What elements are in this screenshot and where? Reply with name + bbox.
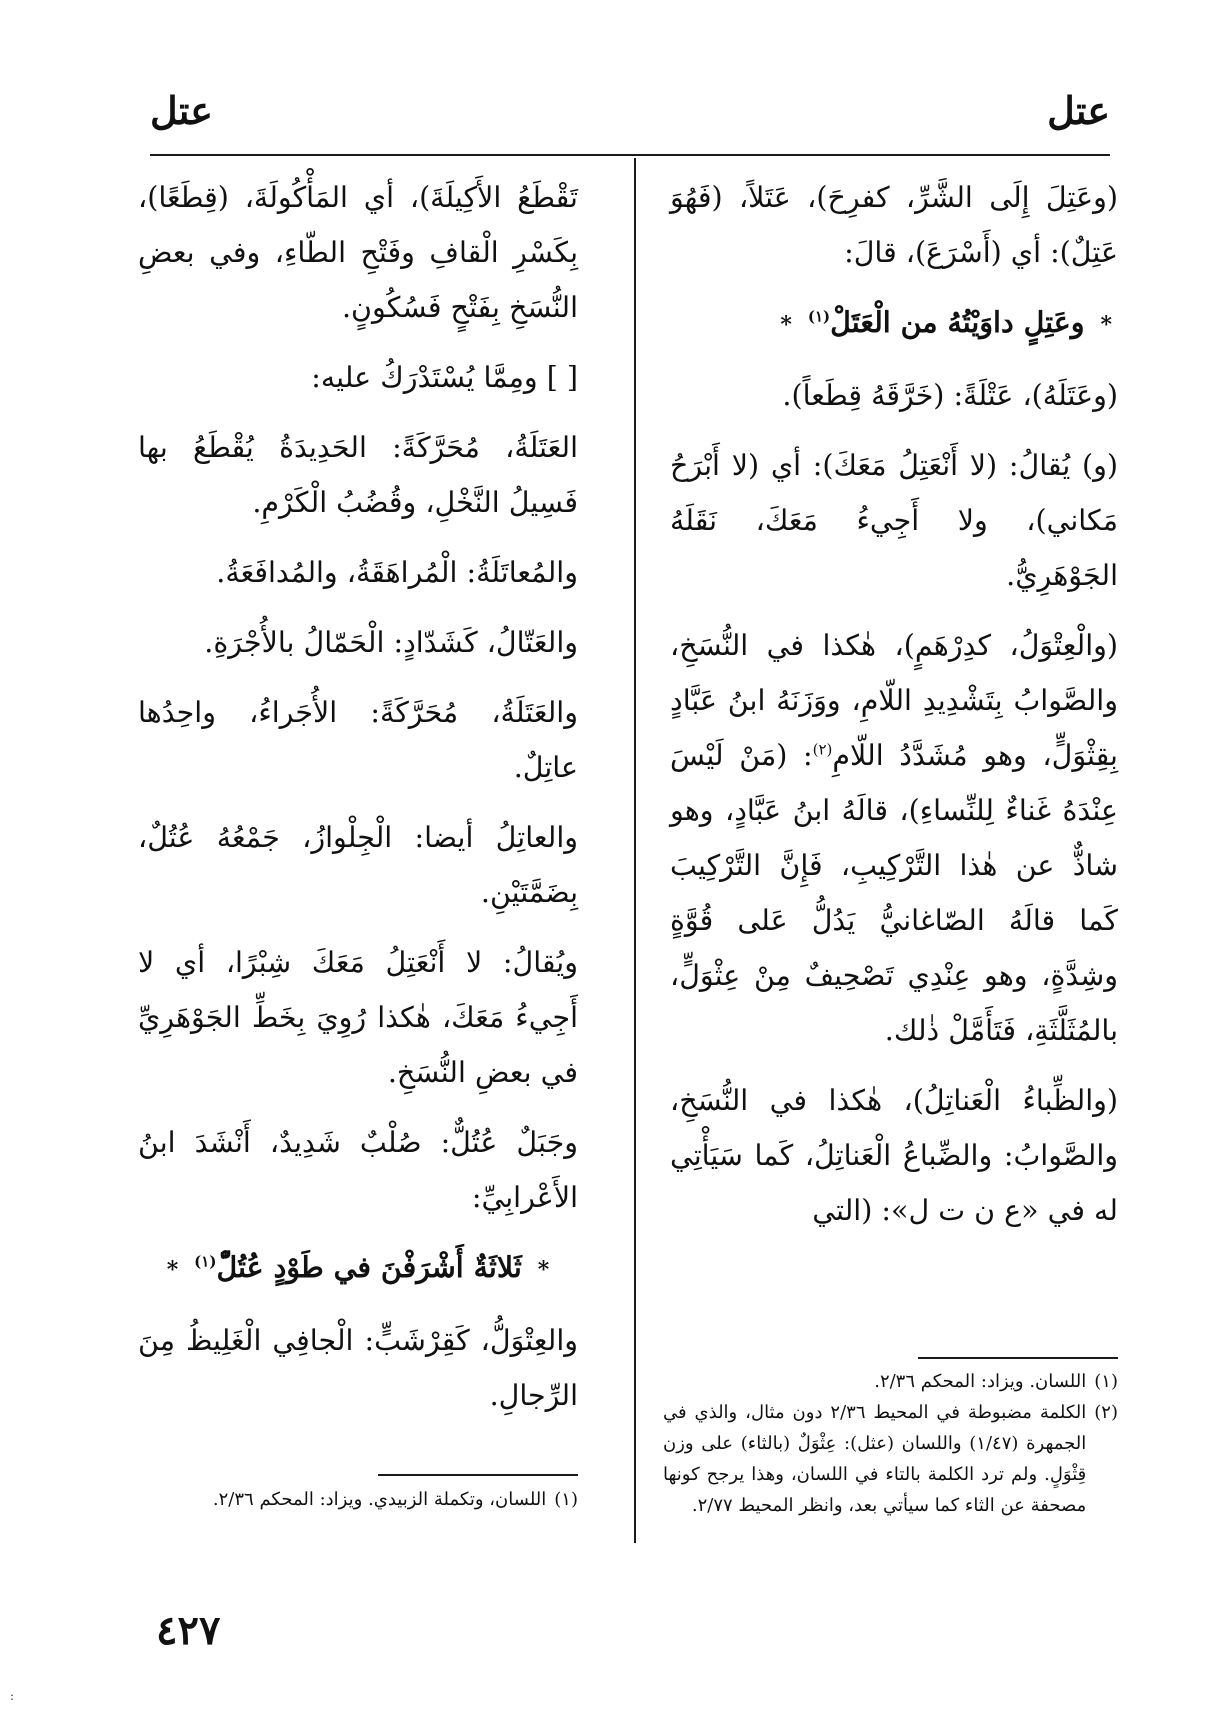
- entry-paragraph: [670, 618, 1118, 1058]
- entry-text: : (مَنْ لَيْسَ عِنْدَهُ غَناءٌ لِلنِّساءِ)، قالَهُ ابنُ عَبَّادٍ، وهو شاذٌّ عن هٰذا التَّرْكِيبِ، فَإِنَّ التَّرْكِيبَ كَما قالَهُ الصّاغانيُّ يَدُلُّ عَلى قُوَّةٍ وشِدَّةٍ، وهو عِنْدِي تَصْحِيفٌ مِنْ عِثْوَلٍّ، بالمُثَلَّثَةِ، فَتَأَمَّلْ ذٰلك.: [670, 739, 1118, 1047]
- entry-paragraph: والعَتَلَةُ، مُحَرَّكَةً: الأُجَراءُ، واحِدُها عاتِلٌ.: [138, 696, 578, 784]
- column-divider: [634, 158, 636, 1543]
- verse-star: *: [537, 1257, 550, 1283]
- margin-mark: :: [10, 1689, 15, 1703]
- verse-line: [138, 1240, 578, 1298]
- entry-paragraph: (و) يُقالُ: (لا أَنْعَتِلُ مَعَكَ): أي (لا أَبْرَحُ مَكاني)، ولا أَجِيءُ مَعَكَ، نَقَلَهُ الجَوْهَرِيُّ.: [670, 449, 1118, 592]
- footnote-number: (٢): [1094, 1402, 1118, 1423]
- entry-paragraph: والعاتِلُ أيضا: الْجِلْوازُ، جَمْعُهُ عُتُلٌ، بِضَمَّتَيْنِ.: [138, 821, 578, 909]
- entry-text: (والْعِتْوَلُ، كدِرْهَمٍ)، هٰكذا في النُّسَخِ، والصَّوابُ بِتَشْدِيدِ اللّامِ، ووَزَنَهُ ابنُ عَبَّادٍ بِقِثْوَلٍّ، وهو مُشَدَّدُ اللّامِ: [670, 629, 1118, 772]
- left-column: [138, 170, 578, 1438]
- footnote-item: [128, 1484, 578, 1515]
- entry-paragraph: (وعَتِلَ إِلَى الشَّرِّ، كفرِحَ)، عَتَلاً، (فَهُوَ عَتِلٌ): أي (أَسْرَعَ)، قالَ:: [670, 181, 1118, 269]
- entry-paragraph: والعِتْوَلُّ، كَقِرْشَبٍّ: الْجافِي الْغَلِيظُ مِنَ الرِّجالِ.: [138, 1324, 578, 1412]
- entry-paragraph: وجَبَلٌ عُتُلٌّ: صُلْبٌ شَدِيدٌ، أَنْشَدَ ابنُ الأَعْرابِيِّ:: [138, 1126, 578, 1214]
- footnote-ref: (١): [194, 1252, 217, 1271]
- footnotes-right: [663, 1366, 1118, 1521]
- right-column: [670, 170, 1118, 1253]
- entry-paragraph: والمُعاتَلَةُ: الْمُراهَقَةُ، والمُدافَعَةُ.: [216, 556, 578, 589]
- footnote-number: (١): [1094, 1371, 1118, 1392]
- verse-star: *: [1100, 312, 1112, 338]
- entry-paragraph: العَتَلَةُ، مُحَرَّكَةً: الحَدِيدَةُ يُقْطَعُ بها فَسِيلُ النَّخْلِ، وقُضُبُ الْكَرْمِ.: [138, 431, 578, 519]
- footnote-ref: (٢): [812, 740, 833, 759]
- entry-paragraph: (وعَتَلَهُ)، عَتْلَةً: (خَرَّقَهُ قِطَعاً).: [782, 379, 1118, 412]
- running-header-right: عتل: [1047, 88, 1110, 133]
- footnote-item: [663, 1366, 1118, 1397]
- verse-star: *: [166, 1257, 179, 1283]
- running-header-left: عتل: [150, 88, 213, 133]
- footnote-ref: (١): [807, 307, 831, 326]
- footnote-number: (١): [554, 1489, 578, 1510]
- entry-paragraph: تَقْطَعُ الأَكِيلَةَ)، أي المَأْكُولَةَ، (قِطَعًا)، بِكَسْرِ الْقافِ وفَتْحِ الطّاءِ، وفي بعضِ النُّسَخِ بِفَتْحٍ فَسُكُونٍ.: [138, 181, 578, 324]
- page-number: ٤٢٧: [156, 1607, 221, 1654]
- footnote-rule-right: [918, 1357, 1118, 1359]
- entry-paragraph: (والظِّباءُ الْعَناتِلُ)، هٰكذا في النُّسَخِ، والصَّوابُ: والضِّباعُ الْعَناتِلُ، كَما سَيَأْتِي له في «ع ن ت ل»: (التي: [670, 1084, 1118, 1227]
- entry-paragraph: ويُقالُ: لا أَنْعَتِلُ مَعَكَ شِبْرًا، أي لا أَجِيءُ مَعَكَ، هٰكذا رُوِيَ بِخَطِّ الجَوْهَرِيِّ في بعضِ النُّسَخِ.: [138, 946, 578, 1089]
- footnote-item: [663, 1397, 1118, 1521]
- addendum-heading: [ ] ومِمَّا يُسْتَدْرَكُ عليه:: [311, 361, 578, 394]
- footnote-text: اللسان، وتكملة الزبيدي. ويزاد: المحكم ٢/٣٦.: [212, 1489, 547, 1510]
- verse-text: وعَتِلٍ داوَيْتُهُ من الْعَتَلْ: [830, 305, 1085, 339]
- footnotes-left: [128, 1484, 578, 1515]
- footnote-text: الكلمة مضبوطة في المحيط ٢/٣٦ دون مثال، والذي في الجمهرة (١/٤٧) واللسان (عثل): عِثْوَلٌ (بالثاء) على وزن قِثْوَلٍ. ولم ترد الكلمة بالتاء في اللسان، وهذا يرجح كونها مصحفة عن الثاء كما سيأتي بعد، وانظر المحيط ٢/٧٧.: [663, 1402, 1087, 1516]
- header-rule: [150, 154, 1110, 156]
- verse-star: *: [780, 312, 792, 338]
- footnote-text: اللسان. ويزاد: المحكم ٢/٣٦.: [874, 1371, 1087, 1392]
- verse-line: [670, 295, 1118, 353]
- verse-text: ثَلاثَةٌ أَشْرَفْنَ في طَوْدٍ عُتُلّْ: [216, 1250, 522, 1284]
- entry-paragraph: والعَتّالُ، كَشَدّادٍ: الْحَمّالُ بالأُجْرَةِ.: [204, 626, 578, 659]
- footnote-rule-left: [378, 1474, 578, 1476]
